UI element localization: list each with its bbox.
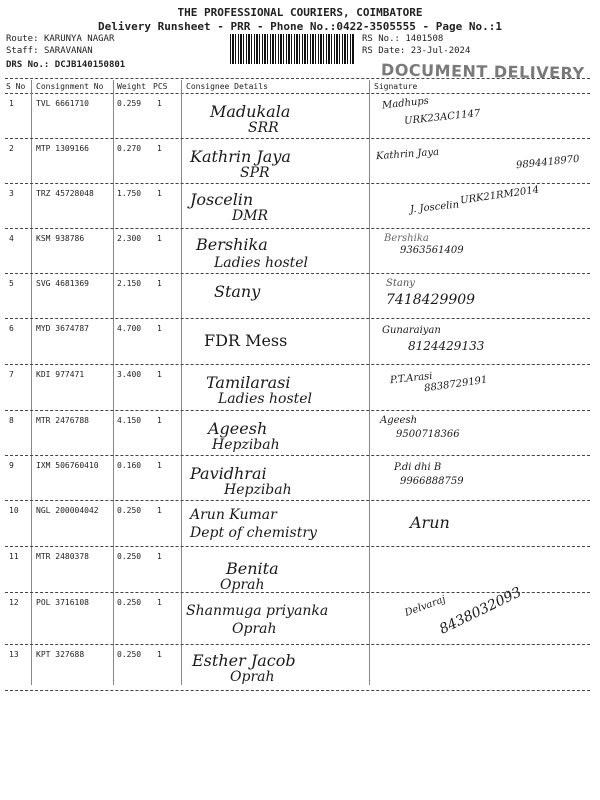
staff-label: Staff: <box>6 46 39 56</box>
row-pcs: 1 <box>157 144 162 153</box>
rs-no-value: 1401508 <box>405 34 444 44</box>
col-consignment: Consignment No <box>36 82 104 91</box>
row-weight: 0.250 <box>117 650 142 659</box>
row-sno: 6 <box>9 324 14 333</box>
col-pcs: PCS <box>153 82 168 91</box>
recipient-note: 8838729191 <box>423 374 489 395</box>
row-pcs: 1 <box>157 189 162 198</box>
recipient-signature: P.T.Arasi <box>389 370 434 387</box>
recipient-signature: Stany <box>386 278 415 289</box>
row-sno: 2 <box>9 144 14 153</box>
document-title: THE PROFESSIONAL COURIERS, COIMBATORE <box>177 6 423 19</box>
rs-date-label: RS Date: <box>362 46 406 56</box>
recipient-note: 9500718366 <box>396 429 460 440</box>
recipient-note: 9966888759 <box>400 476 464 487</box>
recipient-signature: Kathrin Jaya <box>375 146 440 163</box>
row-weight: 0.259 <box>117 99 142 108</box>
consignee-name: Stany <box>214 282 261 301</box>
row-pcs: 1 <box>157 552 162 561</box>
consignee-name: Joscelin <box>190 190 254 209</box>
table-row <box>0 96 600 142</box>
route-label: Route: <box>6 34 39 44</box>
consignee-name: Benita <box>226 559 279 578</box>
row-pcs: 1 <box>157 416 162 425</box>
row-consignment-no: MTP 1309166 <box>36 144 89 153</box>
recipient-signature: Ageesh <box>380 415 418 426</box>
row-pcs: 1 <box>157 598 162 607</box>
consignee-name: Arun Kumar <box>190 507 277 523</box>
table-row <box>0 321 600 367</box>
row-divider <box>5 364 590 365</box>
row-divider <box>5 273 590 274</box>
table-row <box>0 584 600 641</box>
rs-date-value: 23-Jul-2024 <box>410 46 471 56</box>
row-divider <box>5 644 590 645</box>
row-sno: 4 <box>9 234 14 243</box>
col-signature: Signature <box>374 82 418 91</box>
consignee-name: Madukala <box>210 102 291 121</box>
col-weight: Weight <box>117 82 146 91</box>
row-divider <box>5 500 590 501</box>
row-sno: 8 <box>9 416 14 425</box>
recipient-note: 8438032093 <box>437 584 525 638</box>
col-sno: S No <box>6 82 26 91</box>
row-divider <box>5 690 590 691</box>
consignee-name: Kathrin Jaya <box>190 147 291 166</box>
rs-no-line <box>362 34 443 44</box>
row-pcs: 1 <box>157 506 162 515</box>
row-sno: 1 <box>9 99 14 108</box>
row-divider <box>5 318 590 319</box>
consignee-name: Ageesh <box>208 419 268 438</box>
recipient-note: 7418429909 <box>386 292 476 308</box>
row-sno: 10 <box>9 506 19 515</box>
consignee-name: Esther Jacob <box>192 651 296 670</box>
row-weight: 0.160 <box>117 461 142 470</box>
row-weight: 1.750 <box>117 189 142 198</box>
barcode <box>230 34 355 64</box>
consignee-location: Ladies hostel <box>218 391 313 407</box>
header-bottom-divider <box>5 93 590 94</box>
consignee-location: Hepzibah <box>212 437 280 453</box>
recipient-signature: Madhups <box>381 95 430 112</box>
consignee-location: Oprah <box>230 669 275 685</box>
row-divider <box>5 455 590 456</box>
recipient-note: URK21RM2014 <box>459 184 540 207</box>
row-divider <box>5 183 590 184</box>
recipient-signature: J. Joscelin <box>409 199 460 216</box>
row-pcs: 1 <box>157 370 162 379</box>
row-weight: 0.270 <box>117 144 142 153</box>
rs-date-line <box>362 46 470 56</box>
row-weight: 3.400 <box>117 370 142 379</box>
drs-label: DRS No.: <box>6 60 50 70</box>
row-consignment-no: NGL 200004042 <box>36 506 99 515</box>
consignee-location: Hepzibah <box>224 482 292 498</box>
row-consignment-no: TVL 6661710 <box>36 99 89 108</box>
row-sno: 11 <box>9 552 19 561</box>
row-divider <box>5 228 590 229</box>
table-row <box>0 458 600 504</box>
table-row <box>0 413 600 459</box>
row-sno: 5 <box>9 279 14 288</box>
row-divider <box>5 546 590 547</box>
consignee-name: Bershika <box>196 235 268 254</box>
row-consignment-no: KSM 938786 <box>36 234 85 243</box>
row-sno: 13 <box>9 650 19 659</box>
row-sno: 9 <box>9 461 14 470</box>
route-line <box>6 34 114 44</box>
drs-line <box>6 60 125 70</box>
recipient-signature: P.di dhi B <box>394 462 442 473</box>
row-consignment-no: IXM 506760410 <box>36 461 99 470</box>
row-weight: 0.250 <box>117 506 142 515</box>
table-row <box>0 231 600 277</box>
row-weight: 0.250 <box>117 552 142 561</box>
table-row <box>0 503 600 549</box>
row-pcs: 1 <box>157 650 162 659</box>
row-consignment-no: MTR 2480378 <box>36 552 89 561</box>
row-consignment-no: SVG 4681369 <box>36 279 89 288</box>
consignee-name: Tamilarasi <box>206 373 291 392</box>
consignee-location: Oprah <box>220 577 265 593</box>
table-row <box>0 647 600 693</box>
row-weight: 4.150 <box>117 416 142 425</box>
consignee-name: Shanmuga priyanka <box>186 603 329 619</box>
row-sno: 3 <box>9 189 14 198</box>
row-pcs: 1 <box>157 99 162 108</box>
consignee-location: DMR <box>232 208 269 224</box>
row-pcs: 1 <box>157 461 162 470</box>
consignee-location: SRR <box>248 120 279 136</box>
recipient-signature: Delvaraj <box>403 594 448 619</box>
row-consignment-no: TRZ 45728048 <box>36 189 94 198</box>
row-pcs: 1 <box>157 324 162 333</box>
row-weight: 4.700 <box>117 324 142 333</box>
consignee-name: Pavidhrai <box>190 464 267 483</box>
row-consignment-no: MTR 2476788 <box>36 416 89 425</box>
staff-value: SARAVANAN <box>43 46 93 56</box>
row-pcs: 1 <box>157 234 162 243</box>
table-row <box>0 141 600 187</box>
row-divider <box>5 138 590 139</box>
consignee-location: Ladies hostel <box>214 255 309 271</box>
row-sno: 12 <box>9 598 19 607</box>
route-value: KARUNYA NAGAR <box>43 34 115 44</box>
table-row <box>0 186 600 232</box>
staff-line <box>6 46 93 56</box>
recipient-signature: Bershika <box>384 233 429 244</box>
row-divider <box>5 410 590 411</box>
row-consignment-no: KDI 977471 <box>36 370 85 379</box>
header-top-divider <box>5 78 590 79</box>
col-consignee-details: Consignee Details <box>186 82 268 91</box>
recipient-note: URK23AC1147 <box>403 108 481 127</box>
row-consignment-no: MYD 3674787 <box>36 324 89 333</box>
row-pcs: 1 <box>157 279 162 288</box>
row-consignment-no: POL 3716108 <box>36 598 89 607</box>
document-subtitle: Delivery Runsheet - PRR - Phone No.:0422-3505555 - Page No.:1 <box>98 20 502 33</box>
consignee-location: Oprah <box>232 621 277 637</box>
consignee-name: FDR Mess <box>204 331 288 350</box>
consignee-location: SPR <box>240 165 270 181</box>
table-row <box>0 367 600 413</box>
rs-no-label: RS No.: <box>362 34 400 44</box>
row-sno: 7 <box>9 370 14 379</box>
recipient-signature: Arun <box>410 513 450 532</box>
row-weight: 0.250 <box>117 598 142 607</box>
document-delivery-stamp: DOCUMENT DELIVERY <box>380 60 585 83</box>
consignee-location: Dept of chemistry <box>190 525 317 541</box>
recipient-signature: Gunaraiyan <box>382 325 441 336</box>
row-weight: 2.300 <box>117 234 142 243</box>
drs-value: DCJB140150801 <box>54 60 126 70</box>
recipient-note: 9363561409 <box>400 245 464 256</box>
row-weight: 2.150 <box>117 279 142 288</box>
recipient-note: 9894418970 <box>515 153 581 172</box>
table-row <box>0 276 600 322</box>
recipient-note: 8124429133 <box>408 339 485 353</box>
row-consignment-no: KPT 327688 <box>36 650 85 659</box>
